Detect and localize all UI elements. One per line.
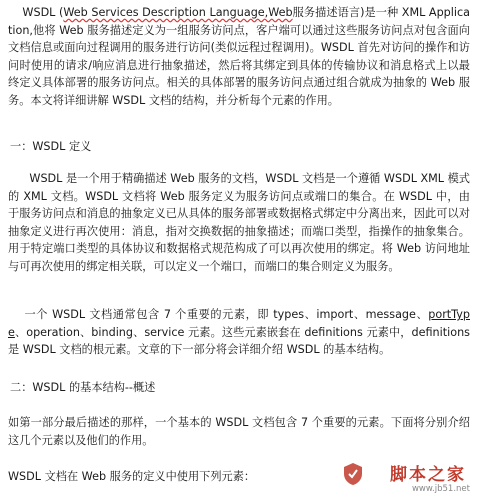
overview-paragraph: 如第一部分最后描述的那样，一个基本的 WSDL 文档包含 7 个重要的元素。下面将分别介绍这几个元素以及他们的作用。: [8, 416, 470, 447]
section-heading-2: 二：WSDL 的基本结构--概述: [10, 381, 156, 394]
watermark-title: 脚本之家: [390, 465, 466, 485]
intro-text-rest: 服务描述语言)是一种 XML Application,他将 Web 服务描述定义为一组服务访问点，客户端可以通过这些服务访问点对包含面向文档信息或面向过程调用的服务进行访问(类似远程过程调用)。WSDL 首先对访问的操作和访问时使用的请求/响应消息进行抽象描述，然后将其绑定到具体的传输协议和消息格式上以最终定义具体部署的服务访问点。相关的具体部署的服务访问点通过组合就成为抽象的 Web 服务。本文将详细讲解 WSDL 文档的结构，并分析每个元素的作用。: [8, 6, 471, 107]
elements-text-start: 一个 WSDL 文档通常包含 7 个重要的元素，即 types、import、message、: [8, 308, 429, 321]
site-watermark: [342, 460, 472, 494]
watermark-logo-icon: [342, 462, 364, 486]
intro-text-start: WSDL (: [8, 6, 64, 19]
intro-paragraph: [8, 4, 470, 110]
elements-text-rest: 、operation、binding、service 元素。这些元素嵌套在 definitions 元素中，definitions 是 WSDL 文档的根元素。文章的下一部分将会详细介绍 WSDL 的基本结构。: [8, 325, 470, 357]
wsdl-fullname-spellcheck: Web Services Description Language,Web: [63, 6, 293, 19]
section-heading-1: 一：WSDL 定义: [10, 140, 92, 153]
porttype-link[interactable]: portType: [8, 308, 470, 339]
watermark-url: www.jb51.net: [411, 484, 470, 494]
element-list-intro: WSDL 文档在 Web 服务的定义中使用下列元素：: [8, 470, 256, 483]
elements-paragraph: [8, 306, 470, 359]
definition-paragraph: WSDL 是一个用于精确描述 Web 服务的文档，WSDL 文档是一个遵循 WSDL XML 模式的 XML 文档。WSDL 文档将 Web 服务定义为服务访问点或端口的集合。在 WSDL 中，由于服务访问点和消息的抽象定义已从具体的服务部署或数据格式绑定中分离出来，因此可以对抽象定义进行再次使用：消息，指对交换数据的抽象描述；而端口类型，指操作的抽象集合。用于特定端口类型的具体协议和数据格式规范构成了可以再次使用的绑定。将 Web 访问地址与可再次使用的绑定相关联，可以定义一个端口，而端口的集合则定义为服务。: [8, 172, 470, 273]
